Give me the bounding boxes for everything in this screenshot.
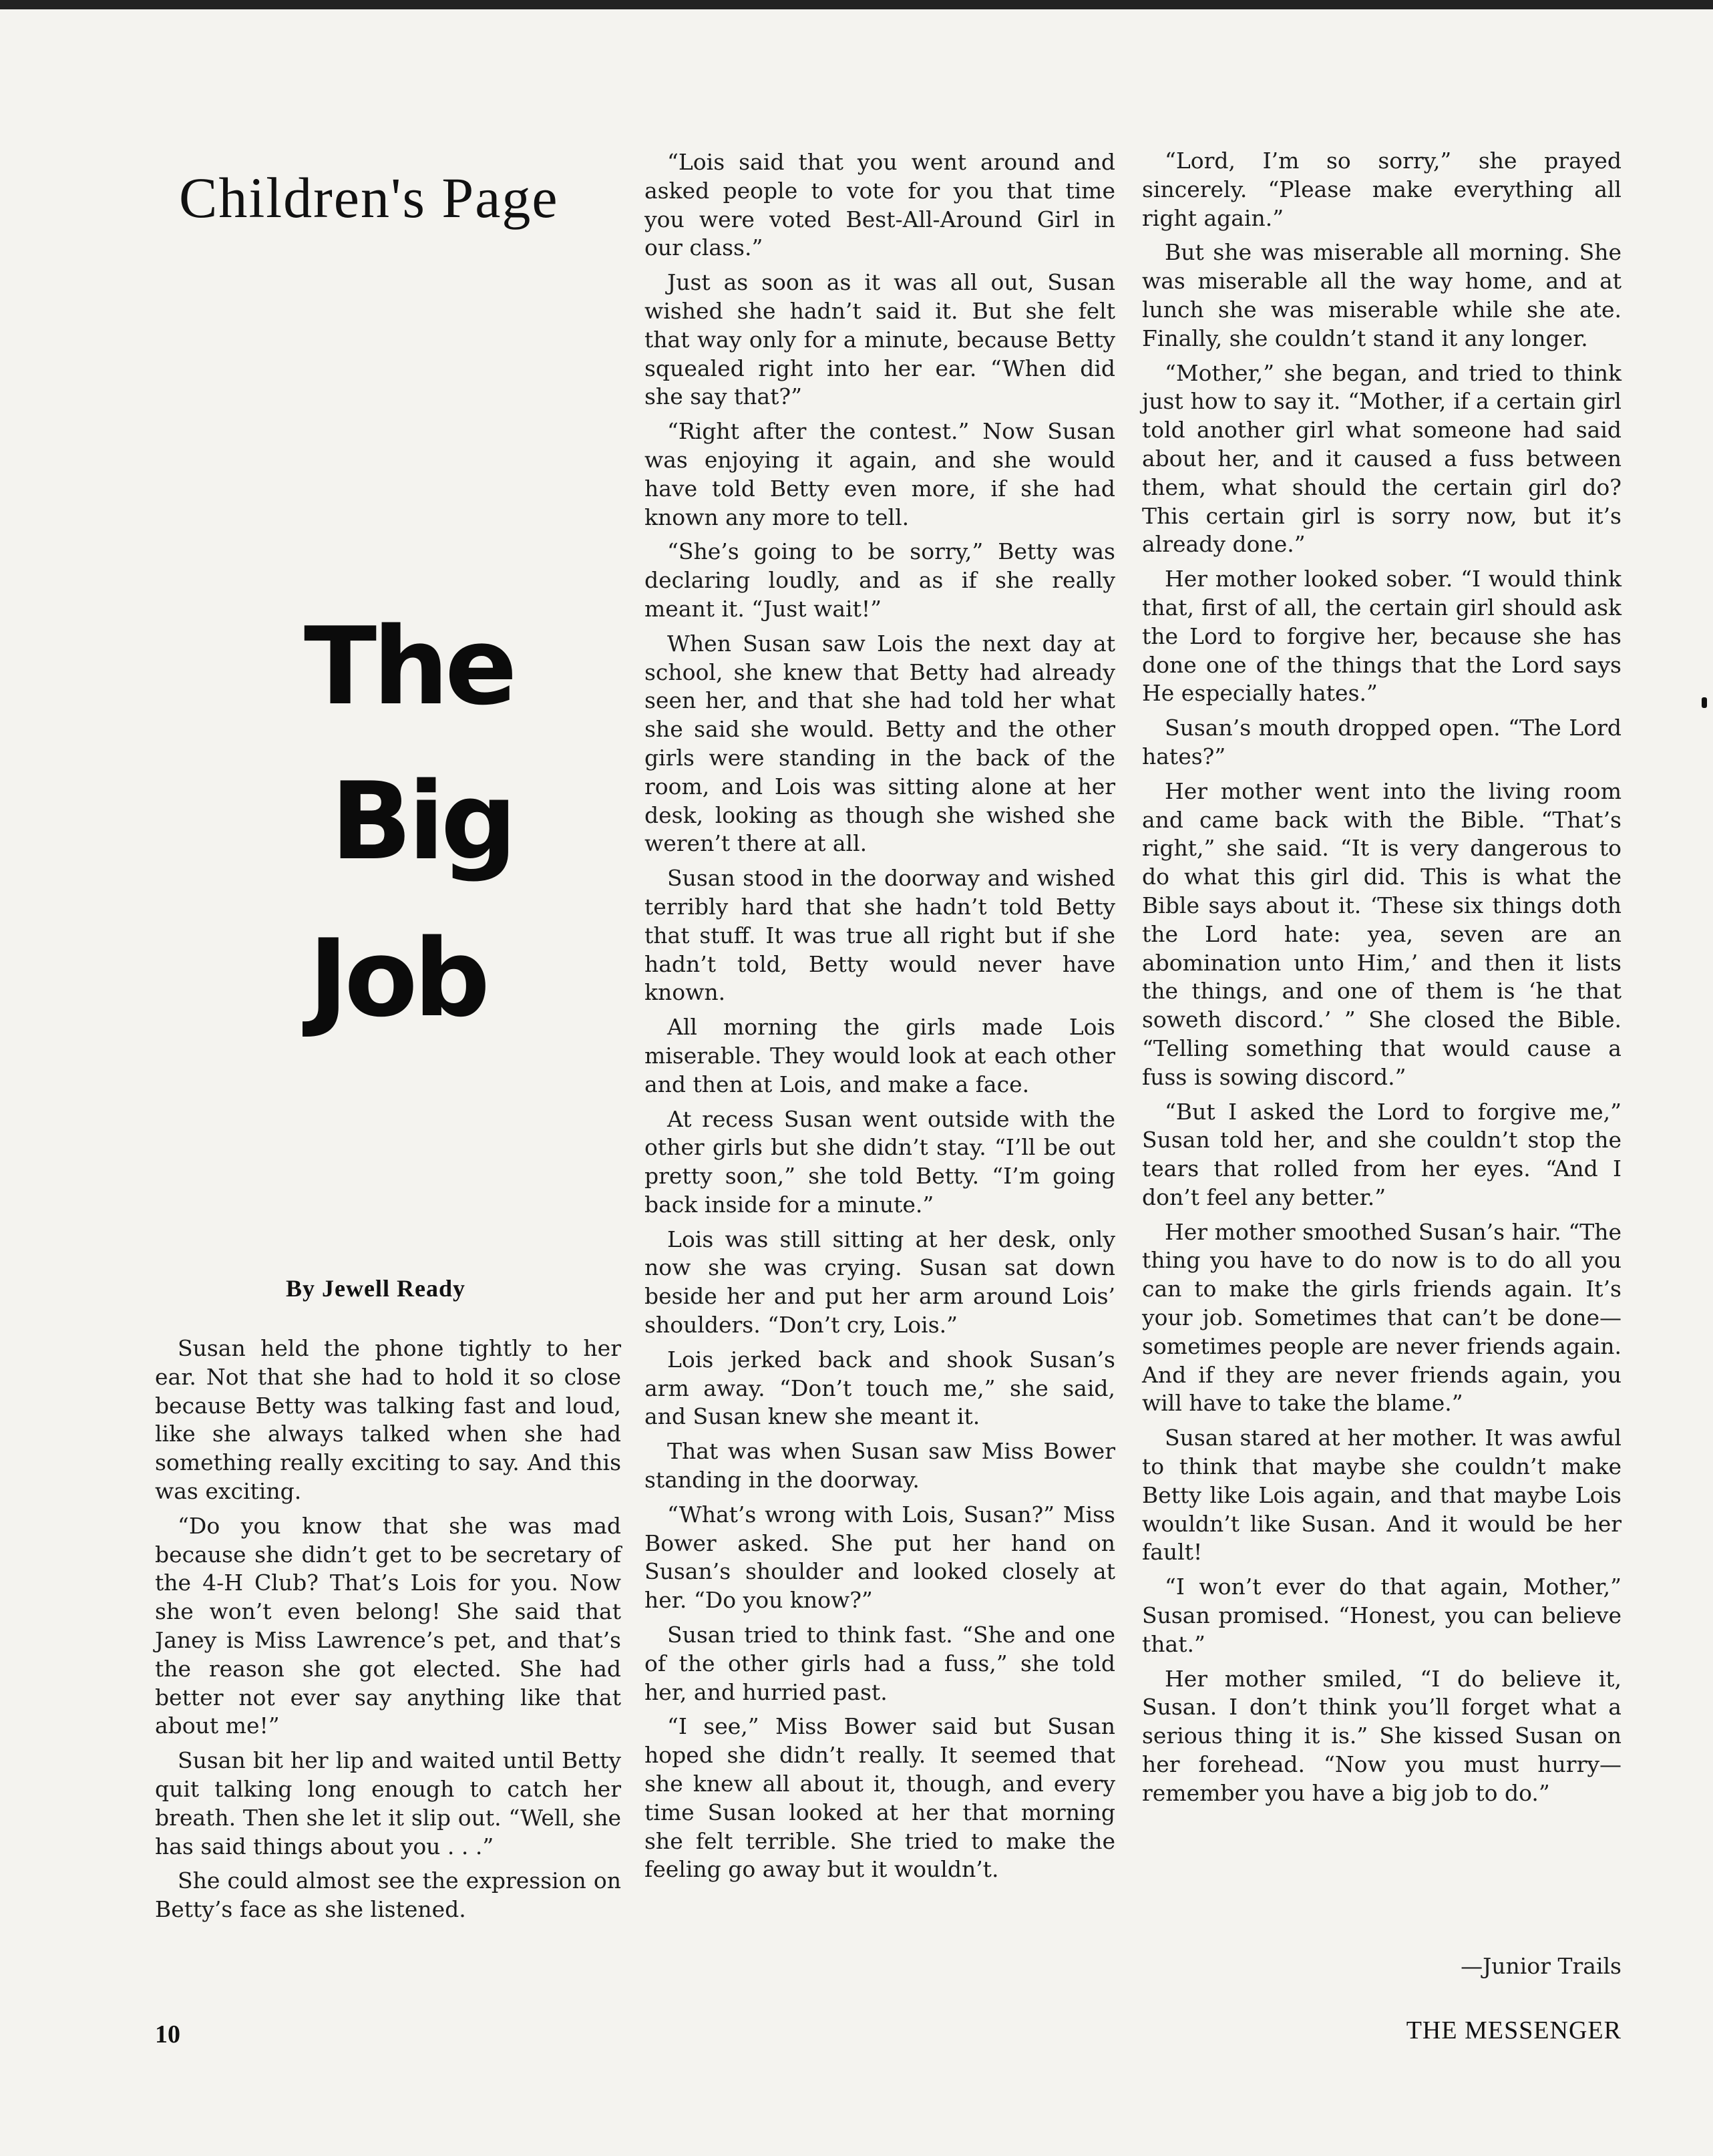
paragraph: When Susan saw Lois the next day at school, she knew that Betty had already seen her, and that she had told her what she said she would. Betty and the other girls were standing in the back of the room, and Lois was sitting alone at her desk, looking as though she wished she weren’t there at all. <box>644 630 1115 857</box>
paragraph: “Do you know that she was mad because she didn’t get to be secretary of the 4-H Club? That’s Lois for you. Now she won’t even belong! She said that Janey is Miss Lawrence’s pet, and that’s the reason she got elected. She had better not ever say anything like that about me!” <box>155 1512 621 1739</box>
page-number: 10 <box>155 2020 180 2048</box>
byline: By Jewell Ready <box>286 1275 465 1302</box>
paragraph: “What’s wrong with Lois, Susan?” Miss Bower asked. She put her hand on Susan’s shoulder and looked closely at her. “Do you know?” <box>644 1501 1115 1614</box>
paragraph: At recess Susan went outside with the other girls but she didn’t stay. “I’ll be out pretty soon,” she told Betty. “I’m going back inside for a minute.” <box>644 1105 1115 1218</box>
paragraph: She could almost see the expression on Betty’s face as she listened. <box>155 1867 621 1923</box>
page-top-edge <box>0 0 1713 9</box>
paragraph: Lois was still sitting at her desk, only now she was crying. Susan sat down beside her and put her arm around Lois’ shoulders. “Don’t cry, Lois.” <box>644 1226 1115 1338</box>
paragraph: Susan held the phone tightly to her ear. Not that she had to hold it so close because Betty was talking fast and loud, like she always talked when she had something really exciting to say. And this was exciting. <box>155 1335 621 1504</box>
story-title-word-big: Big <box>331 759 514 884</box>
paragraph: “Lois said that you went around and asked people to vote for you that time you were voted Best-All-Around Girl in our class.” <box>644 149 1115 261</box>
paragraph: “She’s going to be sorry,” Betty was declaring loudly, and as if she really meant it. “Just wait!” <box>644 538 1115 622</box>
paragraph: “But I asked the Lord to forgive me,” Susan told her, and she couldn’t stop the tears that rolled from her eyes. “And I don’t feel any better.” <box>1142 1098 1622 1210</box>
paragraph: Her mother smiled, “I do believe it, Susan. I don’t think you’ll forget what a serious thing it is.” She kissed Susan on her forehead. “Now you must hurry—remember you have a big job to do.” <box>1142 1665 1622 1806</box>
story-column-1 <box>155 1334 621 1930</box>
paragraph: Just as soon as it was all out, Susan wished she hadn’t said it. But she felt that way only for a minute, because Betty squealed right into her ear. “When did she say that?” <box>644 269 1115 410</box>
paragraph: Her mother looked sober. “I would think that, first of all, the certain girl should ask the Lord to forgive her, because she has done one of the things that the Lord says He especially hates.” <box>1142 566 1622 707</box>
paragraph: “Lord, I’m so sorry,” she prayed sincerely. “Please make everything all right again.” <box>1142 148 1622 231</box>
story-column-2 <box>644 148 1115 1890</box>
paragraph: “I see,” Miss Bower said but Susan hoped she didn’t really. It seemed that she knew all about it, though, and every time Susan looked at her that morning she felt terrible. She tried to make the feeling go away but it wouldn’t. <box>644 1713 1115 1883</box>
story-column-3 <box>1142 147 1622 1814</box>
paragraph: But she was miserable all morning. She was miserable all the way home, and at lunch she was miserable while she ate. Finally, she couldn’t stand it any longer. <box>1142 239 1622 351</box>
paragraph: Her mother went into the living room and came back with the Bible. “That’s right,” she said. “It is very dangerous to do what this girl did. This is what the Bible says about it. ‘These six things doth the Lord hate: yea, seven are an abomination unto Him,’ and then it lists the things, and one of them is ‘he that soweth discord.’ ” She closed the Bible. “Telling something that would cause a fuss is sowing discord.” <box>1142 777 1622 1090</box>
paragraph: Susan stood in the doorway and wished terribly hard that she hadn’t told Betty that stuff. It was true all right but if she hadn’t told, Betty would never have known. <box>644 865 1115 1006</box>
paragraph: All morning the girls made Lois miserable. They would look at each other and then at Lois, and make a face. <box>644 1014 1115 1097</box>
story-title-word-job: Job <box>309 916 486 1041</box>
paragraph: That was when Susan saw Miss Bower standing in the doorway. <box>644 1438 1115 1493</box>
scan-mark <box>1702 697 1707 708</box>
paragraph: Lois jerked back and shook Susan’s arm away. “Don’t touch me,” she said, and Susan knew she meant it. <box>644 1346 1115 1430</box>
paragraph: Susan bit her lip and waited until Betty quit talking long enough to catch her breath. Then she let it slip out. “Well, she has said things about you . . .” <box>155 1747 621 1859</box>
paragraph: Susan stared at her mother. It was awful to think that maybe she couldn’t make Betty like Lois again, and that maybe Lois wouldn’t like Susan. And it would be her fault! <box>1142 1425 1622 1566</box>
paragraph: “I won’t ever do that again, Mother,” Susan promised. “Honest, you can believe that.” <box>1142 1574 1622 1657</box>
story-title-word-the: The <box>304 604 514 729</box>
paragraph: “Mother,” she began, and tried to think just how to say it. “Mother, if a certain girl told another girl what someone had said about her, and it caused a fuss between them, what should the certain girl do? This certain girl is sorry now, but it’s already done.” <box>1142 359 1622 558</box>
publication-name: THE MESSENGER <box>1406 2016 1622 2044</box>
story-credit: —Junior Trails <box>1461 1953 1622 1979</box>
paragraph: “Right after the contest.” Now Susan was enjoying it again, and she would have told Betty even more, if she had known any more to tell. <box>644 418 1115 530</box>
section-heading: Children's Page <box>179 166 559 230</box>
paragraph: Susan tried to think fast. “She and one of the other girls had a fuss,” she told her, and hurried past. <box>644 1622 1115 1705</box>
paragraph: Her mother smoothed Susan’s hair. “The thing you have to do now is to do all you can to make the girls friends again. It’s your job. Sometimes that can’t be done—sometimes people are never friends again. And if they are never friends again, you will have to take the blame.” <box>1142 1218 1622 1417</box>
paragraph: Susan’s mouth dropped open. “The Lord hates?” <box>1142 715 1622 769</box>
